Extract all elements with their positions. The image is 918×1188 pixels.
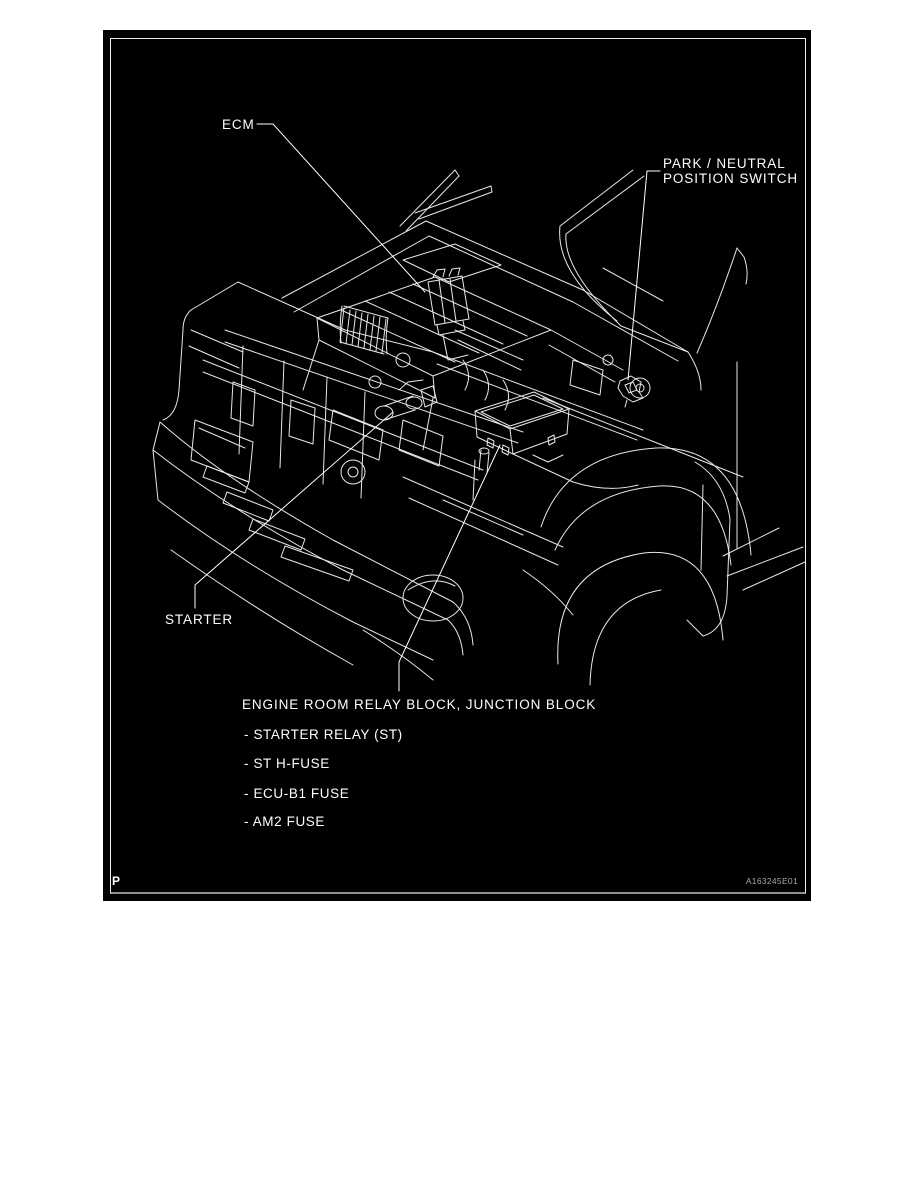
relay-block-item-st-h-fuse: - ST H-FUSE [244,756,330,771]
relay-block-item-am2-fuse: - AM2 FUSE [244,814,326,829]
relay-block-item-ecu-b1-fuse: - ECU-B1 FUSE [244,786,350,801]
pnp-switch-label [663,156,798,186]
relay-block-title: ENGINE ROOM RELAY BLOCK, JUNCTION BLOCK [242,697,597,712]
engine-assembly [303,244,650,484]
figure-code: A163245E01 [745,876,798,886]
pnp-switch-label-line2: POSITION SWITCH [663,171,798,186]
starter-label: STARTER [165,612,234,627]
truck-body-outline [153,170,805,685]
pnp-switch-label-line1: PARK / NEUTRAL [663,156,786,171]
page-marker: P [112,874,121,888]
relay-block-item-starter-relay: - STARTER RELAY (ST) [244,727,403,742]
illustration-panel [103,30,811,901]
engine-bay-structure [203,330,638,615]
relay-junction-block-component [475,392,569,473]
ecm-label: ECM [222,117,255,132]
starter-component [375,380,437,420]
